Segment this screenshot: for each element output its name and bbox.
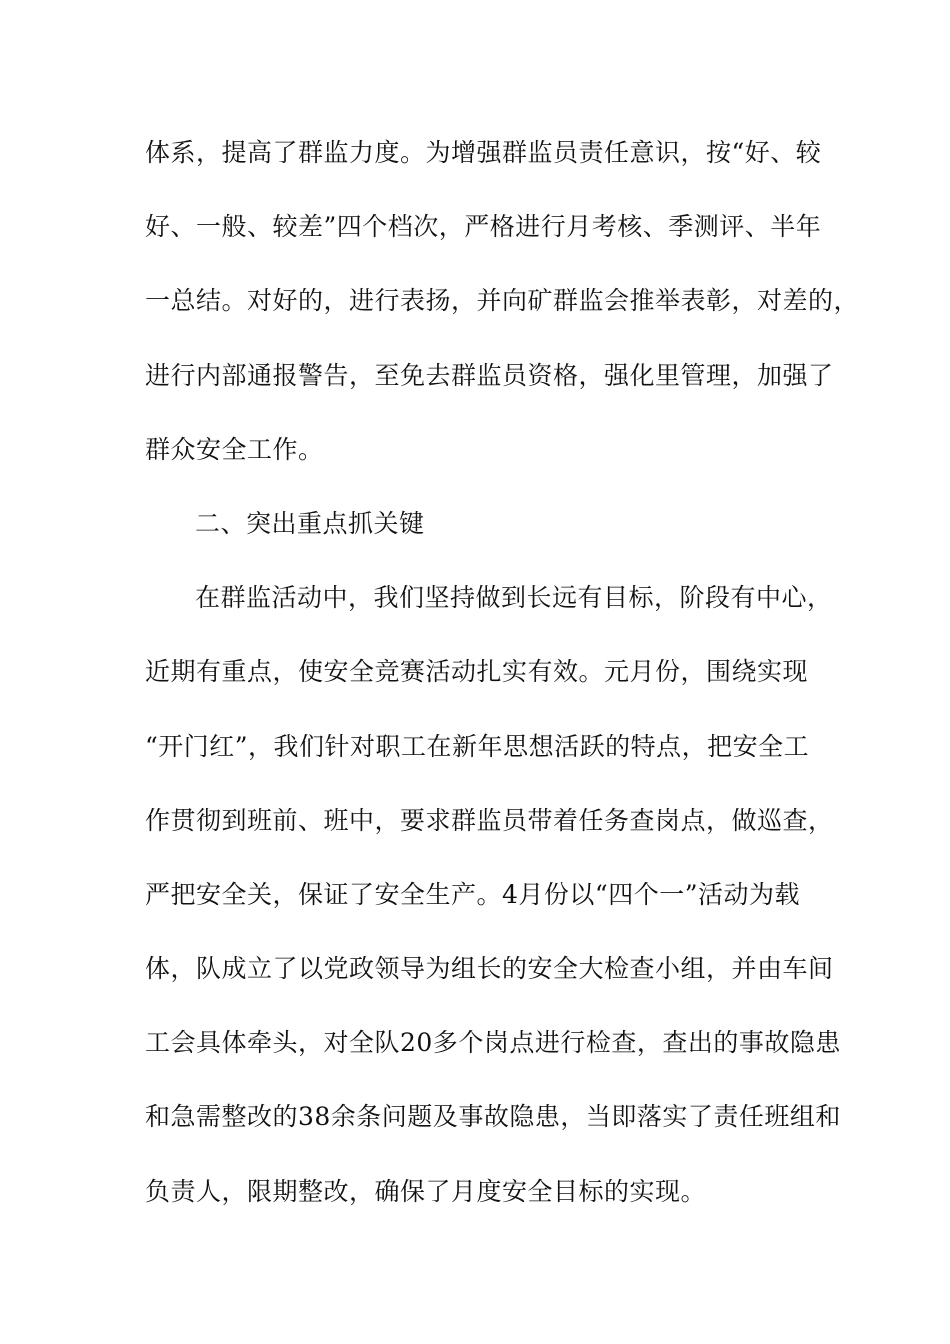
document-body xyxy=(145,128,860,1241)
section-heading: 二、突出重点抓关键 xyxy=(195,508,425,538)
text-line: 负责人，限期整改，确保了月度安全目标的实现。 xyxy=(145,1176,707,1206)
text-line: 作贯彻到班前、班中，要求群监员带着任务查岗点，做巡查， xyxy=(145,805,834,835)
text-line: 一总结。对好的，进行表扬，并向矿群监会推举表彰，对差的， xyxy=(145,286,860,316)
text-line: 进行内部通报警告，至免去群监员资格，强化里管理，加强了 xyxy=(145,360,834,390)
text-line: 体系，提高了群监力度。为增强群监员责任意识，按“好、较 xyxy=(145,138,822,167)
text-line: “开门红”，我们针对职工在新年思想活跃的特点，把安全工 xyxy=(145,731,810,761)
text-line: 好、一般、较差”四个档次，严格进行月考核、季测评、半年 xyxy=(145,212,822,242)
paragraph-first-line: 在群监活动中，我们坚持做到长远有目标，阶段有中心， xyxy=(195,583,833,613)
text-line: 近期有重点，使安全竞赛活动扎实有效。元月份，围绕实现 xyxy=(145,657,809,687)
text-line: 和急需整改的38余条问题及事故隐患，当即落实了责任班组和 xyxy=(145,1102,841,1132)
text-line: 体，队成立了以党政领导为组长的安全大检查小组，并由车间 xyxy=(145,954,834,984)
text-line: 工会具体牵头，对全队20多个岗点进行检查，查出的事故隐患 xyxy=(145,1028,841,1058)
text-line: 严把安全关，保证了安全生产。4月份以“四个一”活动为载 xyxy=(145,879,800,909)
text-line: 群众安全工作。 xyxy=(145,434,324,464)
